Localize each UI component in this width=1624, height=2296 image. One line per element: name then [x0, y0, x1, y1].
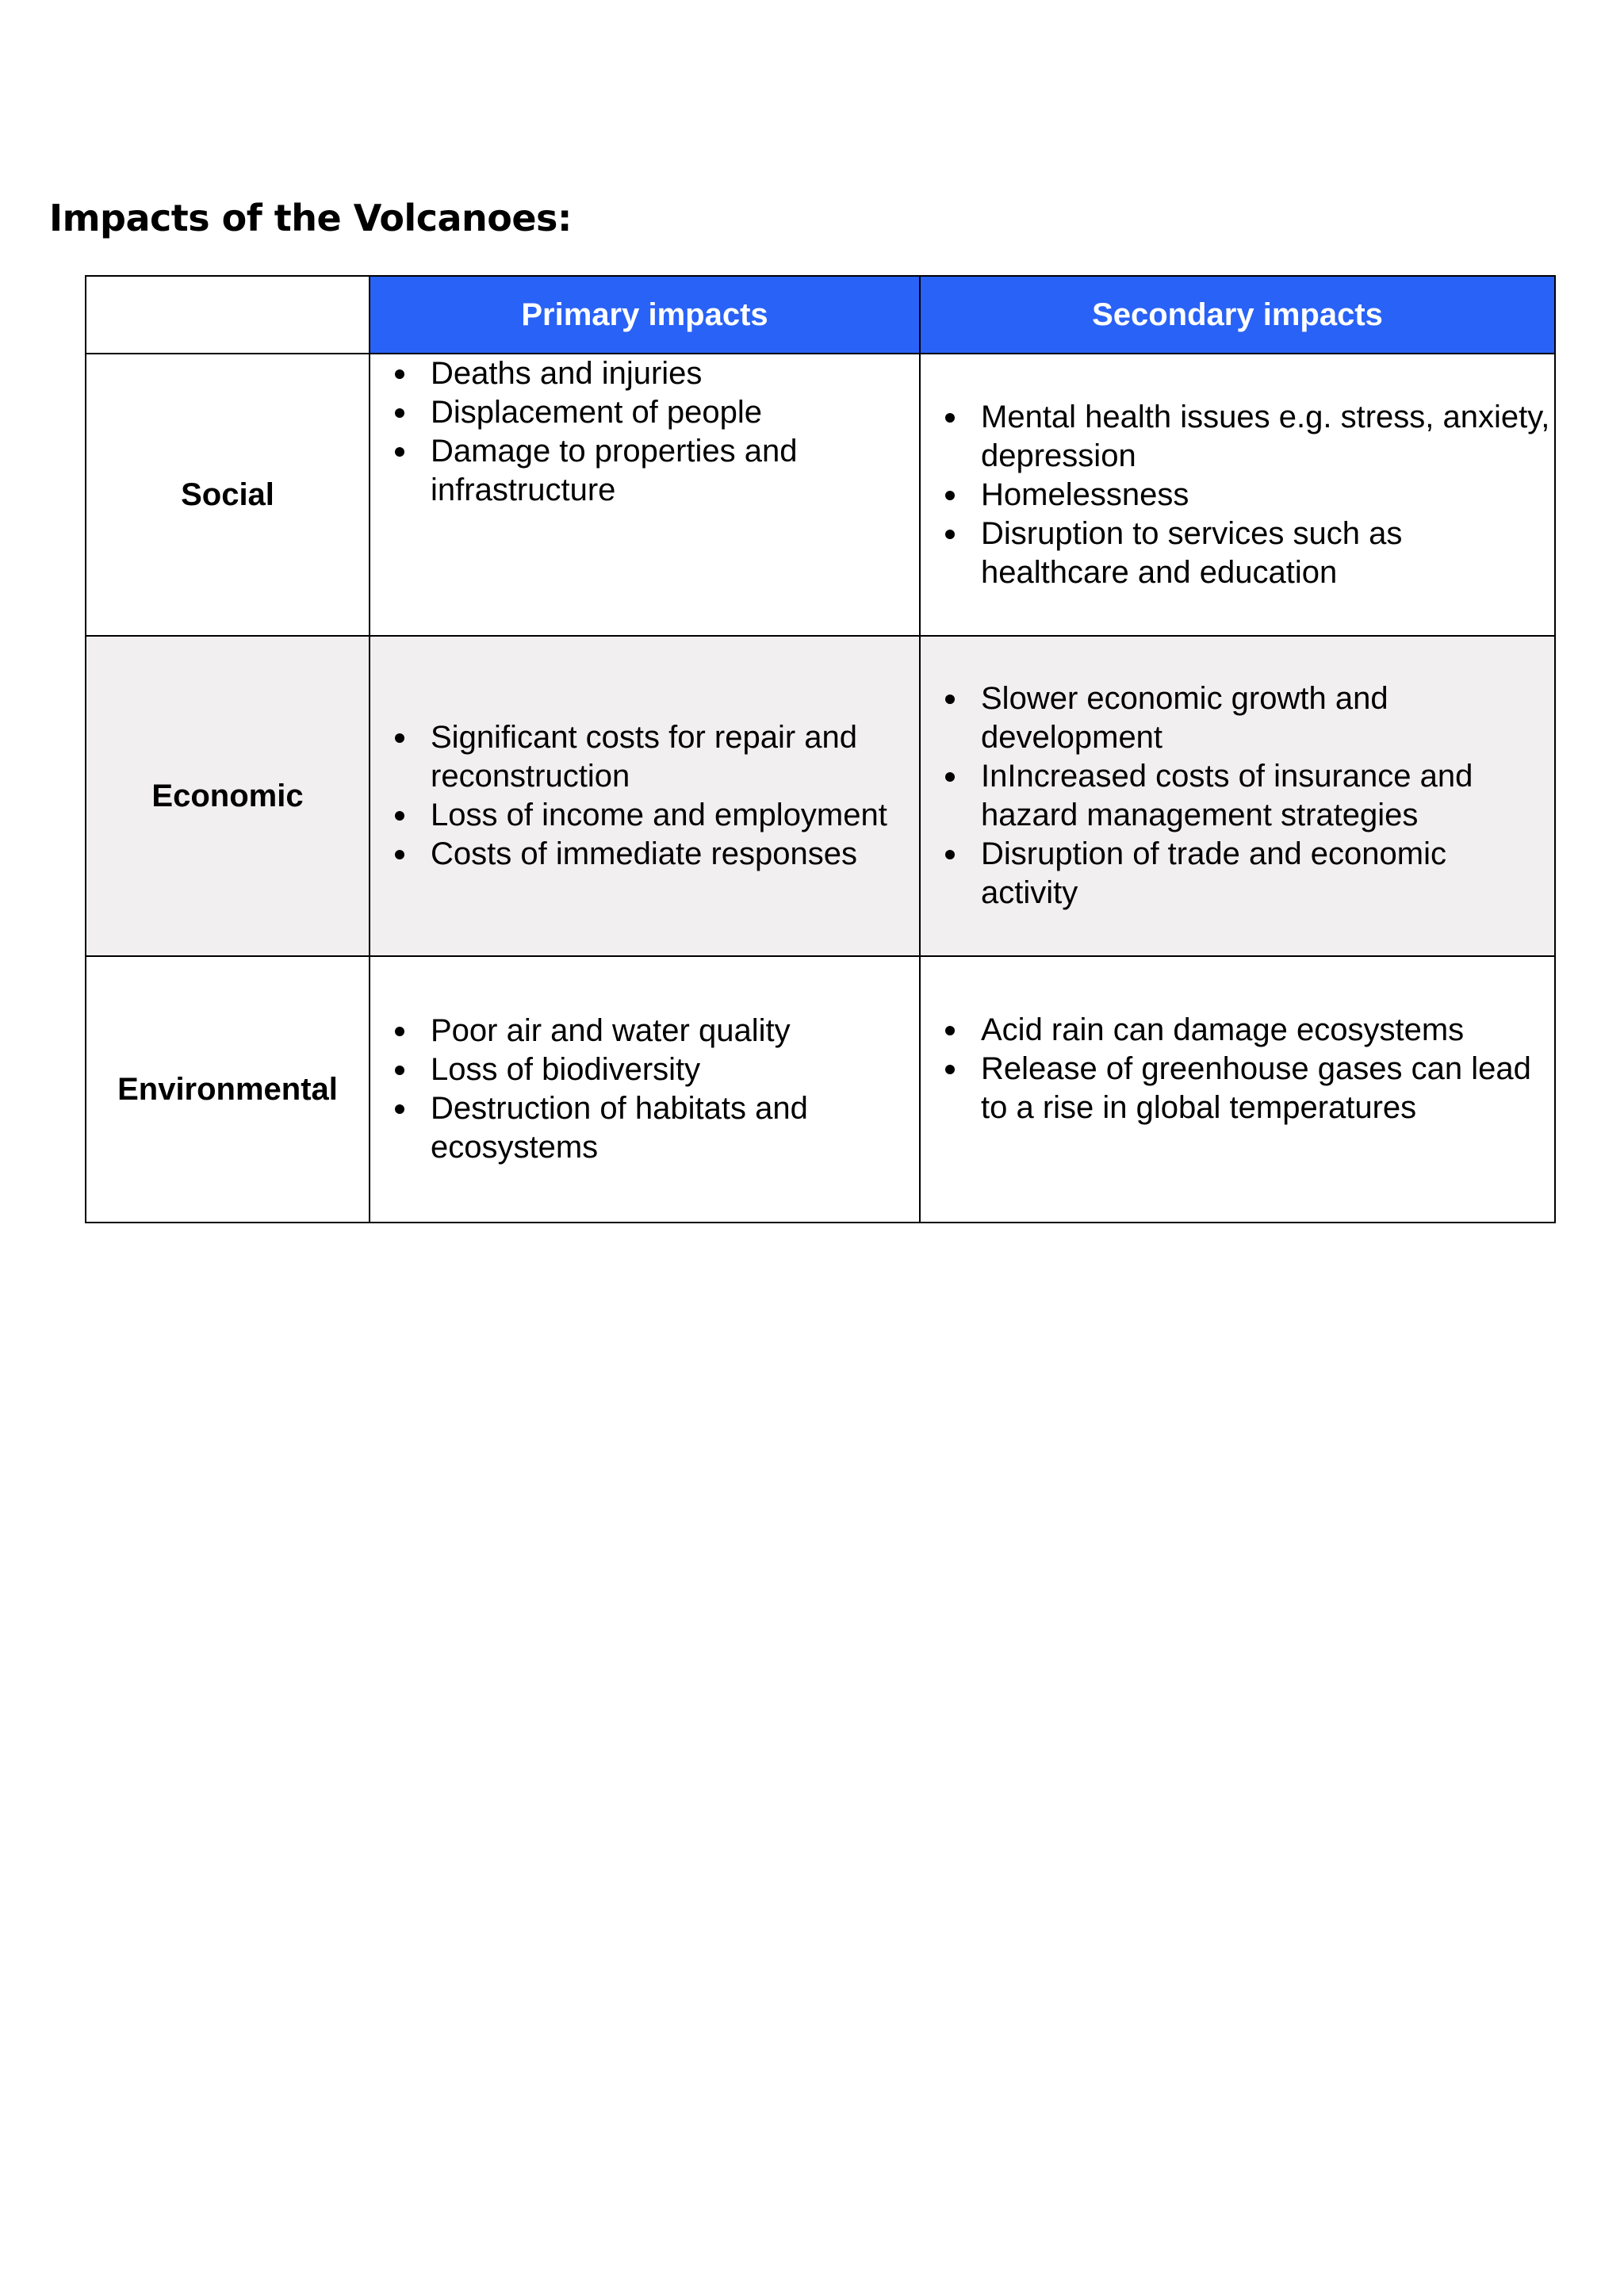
list-item: Disruption of trade and economic activity — [981, 835, 1551, 913]
bullet-list — [370, 718, 919, 874]
cell-environmental-secondary — [920, 956, 1555, 1223]
table-row-environmental — [86, 956, 1555, 1223]
row-label-social: Social — [86, 354, 370, 636]
cell-economic-primary — [370, 636, 920, 956]
list-item: Loss of biodiversity — [431, 1050, 916, 1089]
row-label-environmental: Environmental — [86, 956, 370, 1223]
table-header-row — [86, 276, 1555, 354]
corner-cell — [86, 276, 370, 354]
bullet-list — [921, 1011, 1554, 1127]
cell-social-secondary — [920, 354, 1555, 636]
table-row-economic — [86, 636, 1555, 956]
list-item: Displacement of people — [431, 393, 916, 432]
page-title: Impacts of the Volcanoes: — [49, 197, 572, 239]
list-item: Slower economic growth and development — [981, 679, 1551, 757]
list-item: Destruction of habitats and ecosystems — [431, 1089, 916, 1167]
impacts-table — [85, 275, 1556, 1223]
list-item: Mental health issues e.g. stress, anxiety, depression — [981, 398, 1551, 476]
row-label-economic: Economic — [86, 636, 370, 956]
cell-economic-secondary — [920, 636, 1555, 956]
list-item: InIncreased costs of insurance and hazard management strategies — [981, 757, 1551, 835]
bullet-list — [370, 354, 919, 510]
bullet-list — [921, 679, 1554, 913]
cell-environmental-primary — [370, 956, 920, 1223]
list-item: Release of greenhouse gases can lead to a rise in global temperatures — [981, 1050, 1551, 1127]
list-item: Poor air and water quality — [431, 1012, 916, 1050]
list-item: Significant costs for repair and reconstruction — [431, 718, 916, 796]
list-item: Damage to properties and infrastructure — [431, 432, 916, 510]
list-item: Costs of immediate responses — [431, 835, 916, 874]
bullet-list — [921, 398, 1554, 592]
table-row-social — [86, 354, 1555, 636]
list-item: Deaths and injuries — [431, 354, 916, 393]
list-item: Loss of income and employment — [431, 796, 916, 835]
list-item: Disruption to services such as healthcare and education — [981, 515, 1551, 592]
list-item: Homelessness — [981, 476, 1551, 515]
cell-social-primary — [370, 354, 920, 636]
bullet-list — [370, 1012, 919, 1167]
list-item: Acid rain can damage ecosystems — [981, 1011, 1551, 1050]
column-header-secondary: Secondary impacts — [920, 276, 1555, 354]
column-header-primary: Primary impacts — [370, 276, 920, 354]
